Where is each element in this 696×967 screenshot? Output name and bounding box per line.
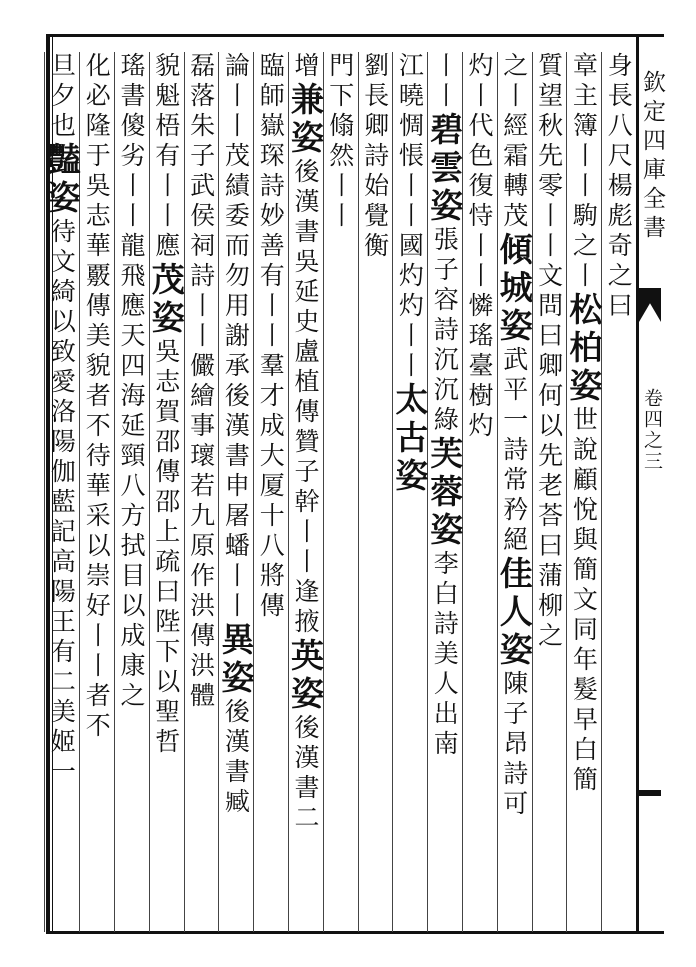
headword: 佳人姿 (494, 556, 534, 670)
margin-book-title: 欽定四庫全書 (639, 70, 665, 244)
headword: 芙蓉姿 (425, 436, 465, 550)
commentary-text: 丨丨 (430, 52, 460, 112)
commentary-text: 吳志賀邵傳邵上疏曰陛下以聖哲 (151, 338, 181, 758)
text-column (216, 52, 256, 932)
commentary-text: 瑤書傻劣丨丨 (117, 52, 146, 232)
commentary-text: 之丨經霜轉茂 (499, 52, 529, 232)
headword: 異姿 (216, 622, 256, 698)
headword: 松柏姿 (564, 292, 604, 406)
text-column (114, 52, 148, 932)
commentary-text: 代色復恃丨丨 (465, 112, 494, 292)
commentary-text: 後漢書臧 (221, 698, 251, 818)
commentary-text: 吳志華覈傳美貌者不待華采以崇好丨丨者不 (82, 172, 112, 742)
commentary-text: 化必隆于 (82, 52, 112, 172)
commentary-text: 質望秋先零丨丨 (534, 52, 564, 262)
text-column (146, 52, 186, 932)
text-column (184, 52, 218, 932)
headword: 英姿 (286, 638, 325, 714)
margin-chapter-label: 卷四之三 (641, 388, 663, 472)
headword: 豔姿 (42, 142, 82, 218)
commentary-text: 身長八尺楊彪奇之曰 (604, 52, 634, 322)
text-column (532, 52, 566, 932)
commentary-text: 李白詩美人出南 (430, 550, 460, 760)
text-column (390, 52, 430, 932)
commentary-text: 旦夕也 (47, 52, 77, 142)
text-column (323, 52, 357, 932)
commentary-text: 國灼灼丨丨 (395, 232, 425, 382)
commentary-text: 磊落朱子武侯祠詩丨丨儼繪事瓌若九原作 (186, 52, 216, 592)
headword: 兼姿 (286, 82, 325, 158)
commentary-text: 十八將傳 (256, 502, 286, 622)
commentary-text: 張子容詩沉沉綠 (430, 226, 460, 436)
commentary-text: 後漢書吳延史盧植傳贊子幹丨丨逢掖 (291, 158, 320, 638)
headword: 茂姿 (146, 262, 186, 338)
headword: 傾城姿 (494, 232, 534, 346)
text-column (564, 52, 604, 932)
commentary-text: 增 (291, 52, 320, 82)
text-column (425, 52, 465, 932)
commentary-text: 灼丨 (465, 52, 494, 112)
commentary-text: 洪傳洪體 (186, 592, 216, 712)
commentary-text: 論丨丨茂績委而勿用謝承後漢書申屠蟠丨丨 (221, 52, 251, 622)
commentary-text: 江曉惆悵丨丨 (395, 52, 425, 232)
text-column (358, 52, 392, 932)
commentary-text: 待文綺以致愛洛陽伽藍記高陽王有二美姬一 (47, 218, 77, 788)
commentary-text: 後漢書二 (291, 714, 320, 834)
commentary-text: 貌魁梧有丨丨應 (151, 52, 181, 262)
commentary-text: 陳子昂詩可 (499, 670, 529, 820)
text-column (462, 52, 496, 932)
commentary-text: 門下翛然丨丨 (325, 52, 355, 232)
fishtail-mark-bottom (639, 790, 661, 796)
text-column (601, 52, 635, 932)
text-column (494, 52, 534, 932)
commentary-text: 龍飛應天四海延頸八方拭目以成康之 (117, 232, 146, 712)
headword: 太古姿 (390, 382, 430, 496)
commentary-text: 憐瑤臺樹灼 (465, 292, 494, 442)
commentary-text: 章主簿丨丨駒之丨 (569, 52, 599, 292)
text-column (79, 52, 113, 932)
commentary-text: 世說顧悅與簡文同年髮早白簡 (569, 406, 599, 796)
headword: 碧雲姿 (425, 112, 465, 226)
commentary-text: 劉長卿詩始覺衡 (360, 52, 390, 262)
commentary-text: 臨師嶽琛詩妙善有丨丨羣才成大厦 (256, 52, 286, 502)
text-column (42, 52, 82, 932)
commentary-text: 文問曰卿何以先老荅曰蒲柳之 (534, 262, 564, 652)
commentary-text: 武平一詩常矜絕 (499, 346, 529, 556)
text-column (253, 52, 287, 932)
text-column (286, 52, 325, 932)
